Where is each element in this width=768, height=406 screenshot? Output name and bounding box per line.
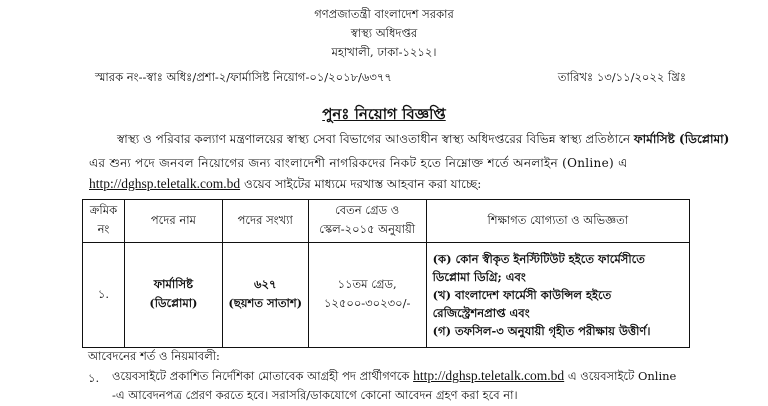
intro-line-3 [89,174,481,194]
conditions-heading: আবেদনের শর্ত ও নিয়মাবলী: [88,349,220,363]
condition-1-text-b: এ ওয়েবসাইটে Online [567,369,677,383]
cell-post-name: ফার্মাসিষ্ট (ডিপ্লোমা) [124,243,222,348]
condition-1-link[interactable]: http://dghsp.teletalk.com.bd [413,368,565,383]
posts-table [82,199,690,348]
org-line-1: গণপ্রজাতন্ত্রী বাংলাদেশ সরকার [314,7,454,21]
pay-grade: ১১তম গ্রেড, [337,277,397,291]
intro-text-1: স্বাস্থ্য ও পরিবার কল্যাণ মন্ত্রণালয়ের স্বাস্থ্য সেবা বিভাগের আওতাধীন স্বাস্থ্য অধিদপ্তরের বিভিন্ন স্বাস্থ্য প্রতিষ্ঠানে [117,132,631,146]
condition-1-line-2: -এ আবেদনপত্র প্রেরণ করতে হবে। সরাসরি/ডাকযোগে কোনো আবেদন গ্রহণ করা হবে না। [112,388,518,402]
intro-line-1 [117,129,729,149]
qualification-a: (ক) কোন স্বীকৃত ইনস্টিটিউট হইতে ফার্মেসীতে ডিপ্লোমা ডিগ্রি; এবং [432,252,645,284]
header-qualification: শিক্ষাগত যোগ্যতা ও অভিজ্ঞতা [426,200,689,243]
condition-1-text-a: ওয়েবসাইটে প্রকাশিত নির্দেশিকা মোতাবেক আগ্রহী পদ প্রার্থীগণকে [112,369,410,383]
intro-line-2: এর শুন্য পদে জনবল নিয়োগের জন্য বাংলাদেশী নাগরিকদের নিকট হতে নিম্নোক্ত শর্তে অনলাইন (Online) এ [89,156,628,170]
notice-title: পুনঃ নিয়োগ বিজ্ঞপ্তি [322,105,446,123]
header-pay-grade: বেতন গ্রেড ও স্কেল-২০১৫ অনুযায়ী [308,200,426,243]
application-link[interactable]: http://dghsp.teletalk.com.bd [89,176,241,191]
cell-post-count [222,243,308,348]
post-count-words: (ছয়শত সাতাশ) [228,296,303,310]
intro-text-3: ওয়েব সাইটের মাধ্যমে দরখাস্ত আহবান করা যাচ্ছে: [243,177,482,191]
org-line-2: স্বাস্থ্য অধিদপ্তর [350,26,418,40]
qualification-c: (গ) তফসিল-৩ অনুযায়ী গৃহীত পরীক্ষায় উত্তীর্ণ। [432,324,651,338]
post-count-number: ৬২৭ [254,277,277,291]
cell-pay-grade [308,243,426,348]
header-serial: ক্রমিক নং [83,200,125,243]
cell-serial: ১. [83,243,125,348]
header-post-name: পদের নাম [124,200,222,243]
memo-date: তারিখঃ ১৩/১১/২০২২ খ্রিঃ [557,70,686,84]
pay-scale: ১২৫০০-৩০২৩০/- [323,296,411,310]
table-header-row [83,200,690,243]
header-post-count: পদের সংখ্যা [222,200,308,243]
table-row [83,243,690,348]
qualification-b: (খ) বাংলাদেশ ফার্মেসী কাউন্সিল হইতে রেজিস্ট্রেশনপ্রাপ্ত এবং [432,288,612,320]
condition-1-number: ১. [88,371,100,385]
condition-1-line-1 [112,368,676,387]
memo-number: স্মারক নং--স্বাঃ অধিঃ/প্রশা-২/ফার্মাসিষ্ট নিয়োগ-০১/২০১৮/৬৩৭৭ [95,70,392,84]
intro-post-name: ফার্মাসিষ্ট (ডিপ্লোমা) [633,132,730,146]
cell-qualification [426,243,689,348]
org-address: মহাখালী, ঢাকা-১২১২। [331,45,437,59]
